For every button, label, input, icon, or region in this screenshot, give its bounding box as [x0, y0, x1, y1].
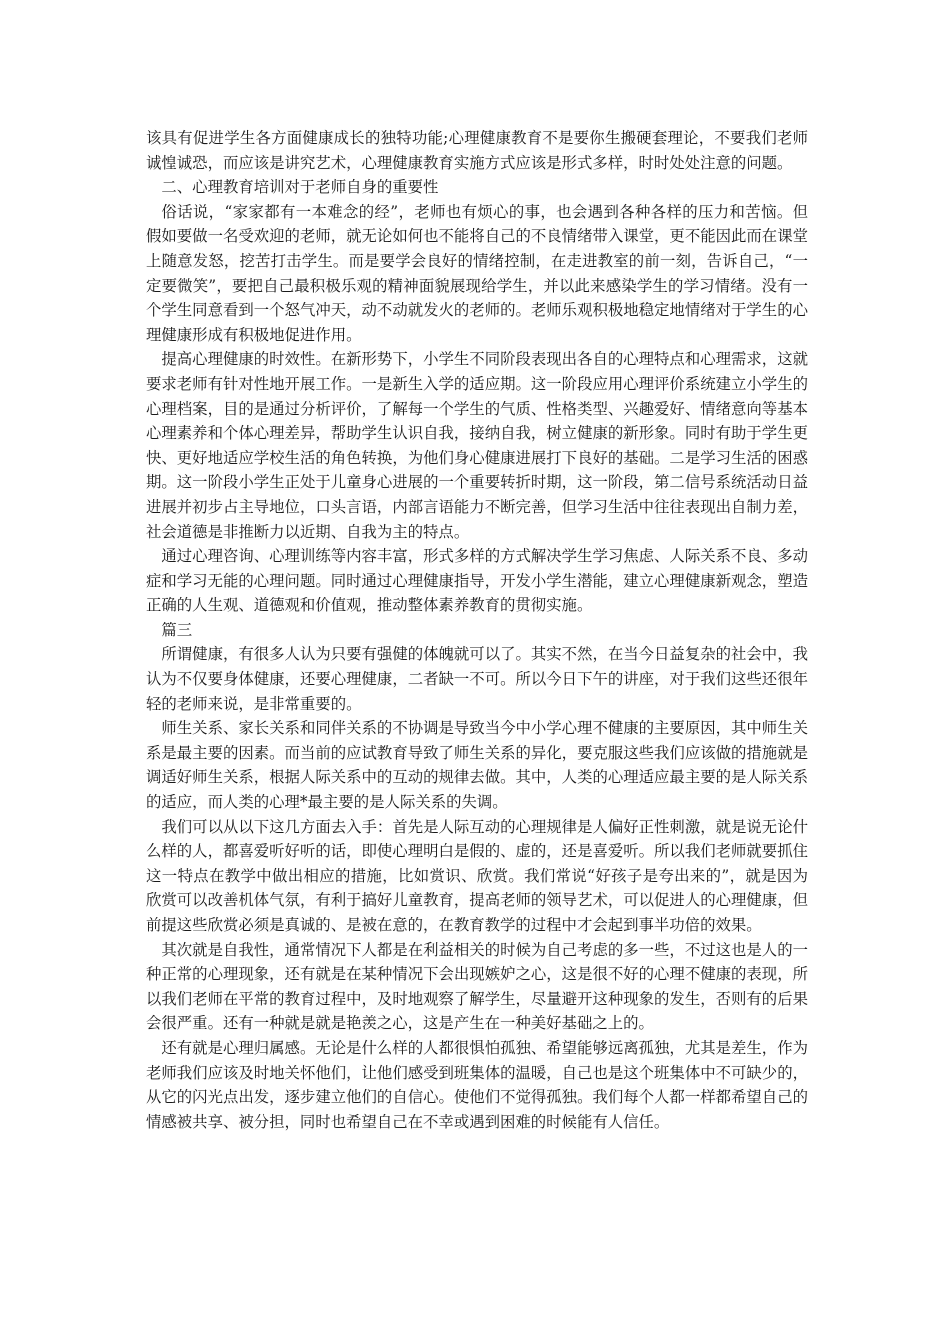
- paragraph: 提高心理健康的时效性。在新形势下，小学生不同阶段表现出各自的心理特点和心理需求，这就要求老师有针对性地开展工作。一是新生入学的适应期。这一阶段应用心理评价系统建立小学生的心理档案，目的是通过分析评价，了解每一个学生的气质、性格类型、兴趣爱好、情绪意向等基本心理素养和个体心理差异，帮助学生认识自我，接纳自我，树立健康的新形象。同时有助于学生更快、更好地适应学校生活的角色转换，为他们身心健康进展打下良好的基础。二是学习生活的困惑期。这一阶段小学生正处于儿童身心进展的一个重要转折时期，这一阶段，第二信号系统活动日益进展并初步占主导地位，口头言语，内部言语能力不断完善，但学习生活中往往表现出自制力差，社会道德是非推断力以近期、自我为主的特点。: [146, 350, 808, 541]
- paragraph: 还有就是心理归属感。无论是什么样的人都很惧怕孤独、希望能够远离孤独，尤其是差生，作为老师我们应该及时地关怀他们，让他们感受到班集体的温暖，自己也是这个班集体中不可缺少的，从它的闪光点出发，逐步建立他们的自信心。使他们不觉得孤独。我们每个人都一样都希望自己的情感被共享、被分担，同时也希望自己在不幸或遇到困难的时候能有人信任。: [146, 1038, 808, 1131]
- paragraph: 其次就是自我性，通常情况下人都是在利益相关的时候为自己考虑的多一些，不过这也是人的一种正常的心理现象，还有就是在某种情况下会出现嫉妒之心，这是很不好的心理不健康的表现，所以我们老师在平常的教育过程中，及时地观察了解学生，尽量避开这种现象的发生，否则有的后果会很严重。还有一种就是就是艳羡之心，这是产生在一种美好基础之上的。: [146, 940, 808, 1033]
- paragraph: 俗话说，“家家都有一本难念的经”，老师也有烦心的事，也会遇到各种各样的压力和苦恼。但假如要做一名受欢迎的老师，就无论如何也不能将自己的不良情绪带入课堂，更不能因此而在课堂上随意发怒，挖苦打击学生。而是要学会良好的情绪控制，在走进教室的前一刻，告诉自己，“一定要微笑”，要把自己最积极乐观的精神面貌展现给学生，并以此来感染学生的学习情绪。没有一个学生同意看到一个怒气冲天，动不动就发火的老师的。老师乐观积极地稳定地情绪对于学生的心理健康形成有积极地促进作用。: [146, 202, 808, 344]
- paragraph: 我们可以从以下这几方面去入手：首先是人际互动的心理规律是人偏好正性刺激，就是说无论什么样的人，都喜爱听好听的话，即使心理明白是假的、虚的，还是喜爱听。所以我们老师就要抓住这一特点在教学中做出相应的措施，比如赏识、欣赏。我们常说“好孩子是夸出来的”，就是因为欣赏可以改善机体气氛，有利于搞好儿童教育，提高老师的领导艺术，可以促进人的心理健康，但前提这些欣赏必须是真诚的、是被在意的，在教育教学的过程中才会起到事半功倍的效果。: [146, 817, 808, 934]
- document-body: [146, 126, 808, 1134]
- paragraph: 所谓健康，有很多人认为只要有强健的体魄就可以了。其实不然，在当今日益复杂的社会中，我认为不仅要身体健康，还要心理健康，二者缺一不可。所以今日下午的讲座，对于我们这些还很年轻的老师来说，是非常重要的。: [146, 645, 808, 713]
- section-heading: 二、心理教育培训对于老师自身的重要性: [161, 178, 439, 197]
- paragraph: 该具有促进学生各方面健康成长的独特功能;心理健康教育不是要你生搬硬套理论，不要我们老师诚惶诚恐，而应该是讲究艺术，心理健康教育实施方式应该是形式多样，时时处处注意的问题。: [146, 129, 808, 172]
- paragraph: 通过心理咨询、心理训练等内容丰富，形式多样的方式解决学生学习焦虑、人际关系不良、多动症和学习无能的心理问题。同时通过心理健康指导，开发小学生潜能，建立心理健康新观念，塑造正确的人生观、道德观和价值观，推动整体素养教育的贯彻实施。: [146, 547, 808, 615]
- section-heading: 篇三: [161, 620, 193, 639]
- paragraph: 师生关系、家长关系和同伴关系的不协调是导致当今中小学心理不健康的主要原因，其中师生关系是最主要的因素。而当前的应试教育导致了师生关系的异化，要克服这些我们应该做的措施就是调适好师生关系，根据人际关系中的互动的规律去做。其中，人类的心理适应最主要的是人际关系的适应，而人类的心理*最主要的是人际关系的失调。: [146, 719, 808, 812]
